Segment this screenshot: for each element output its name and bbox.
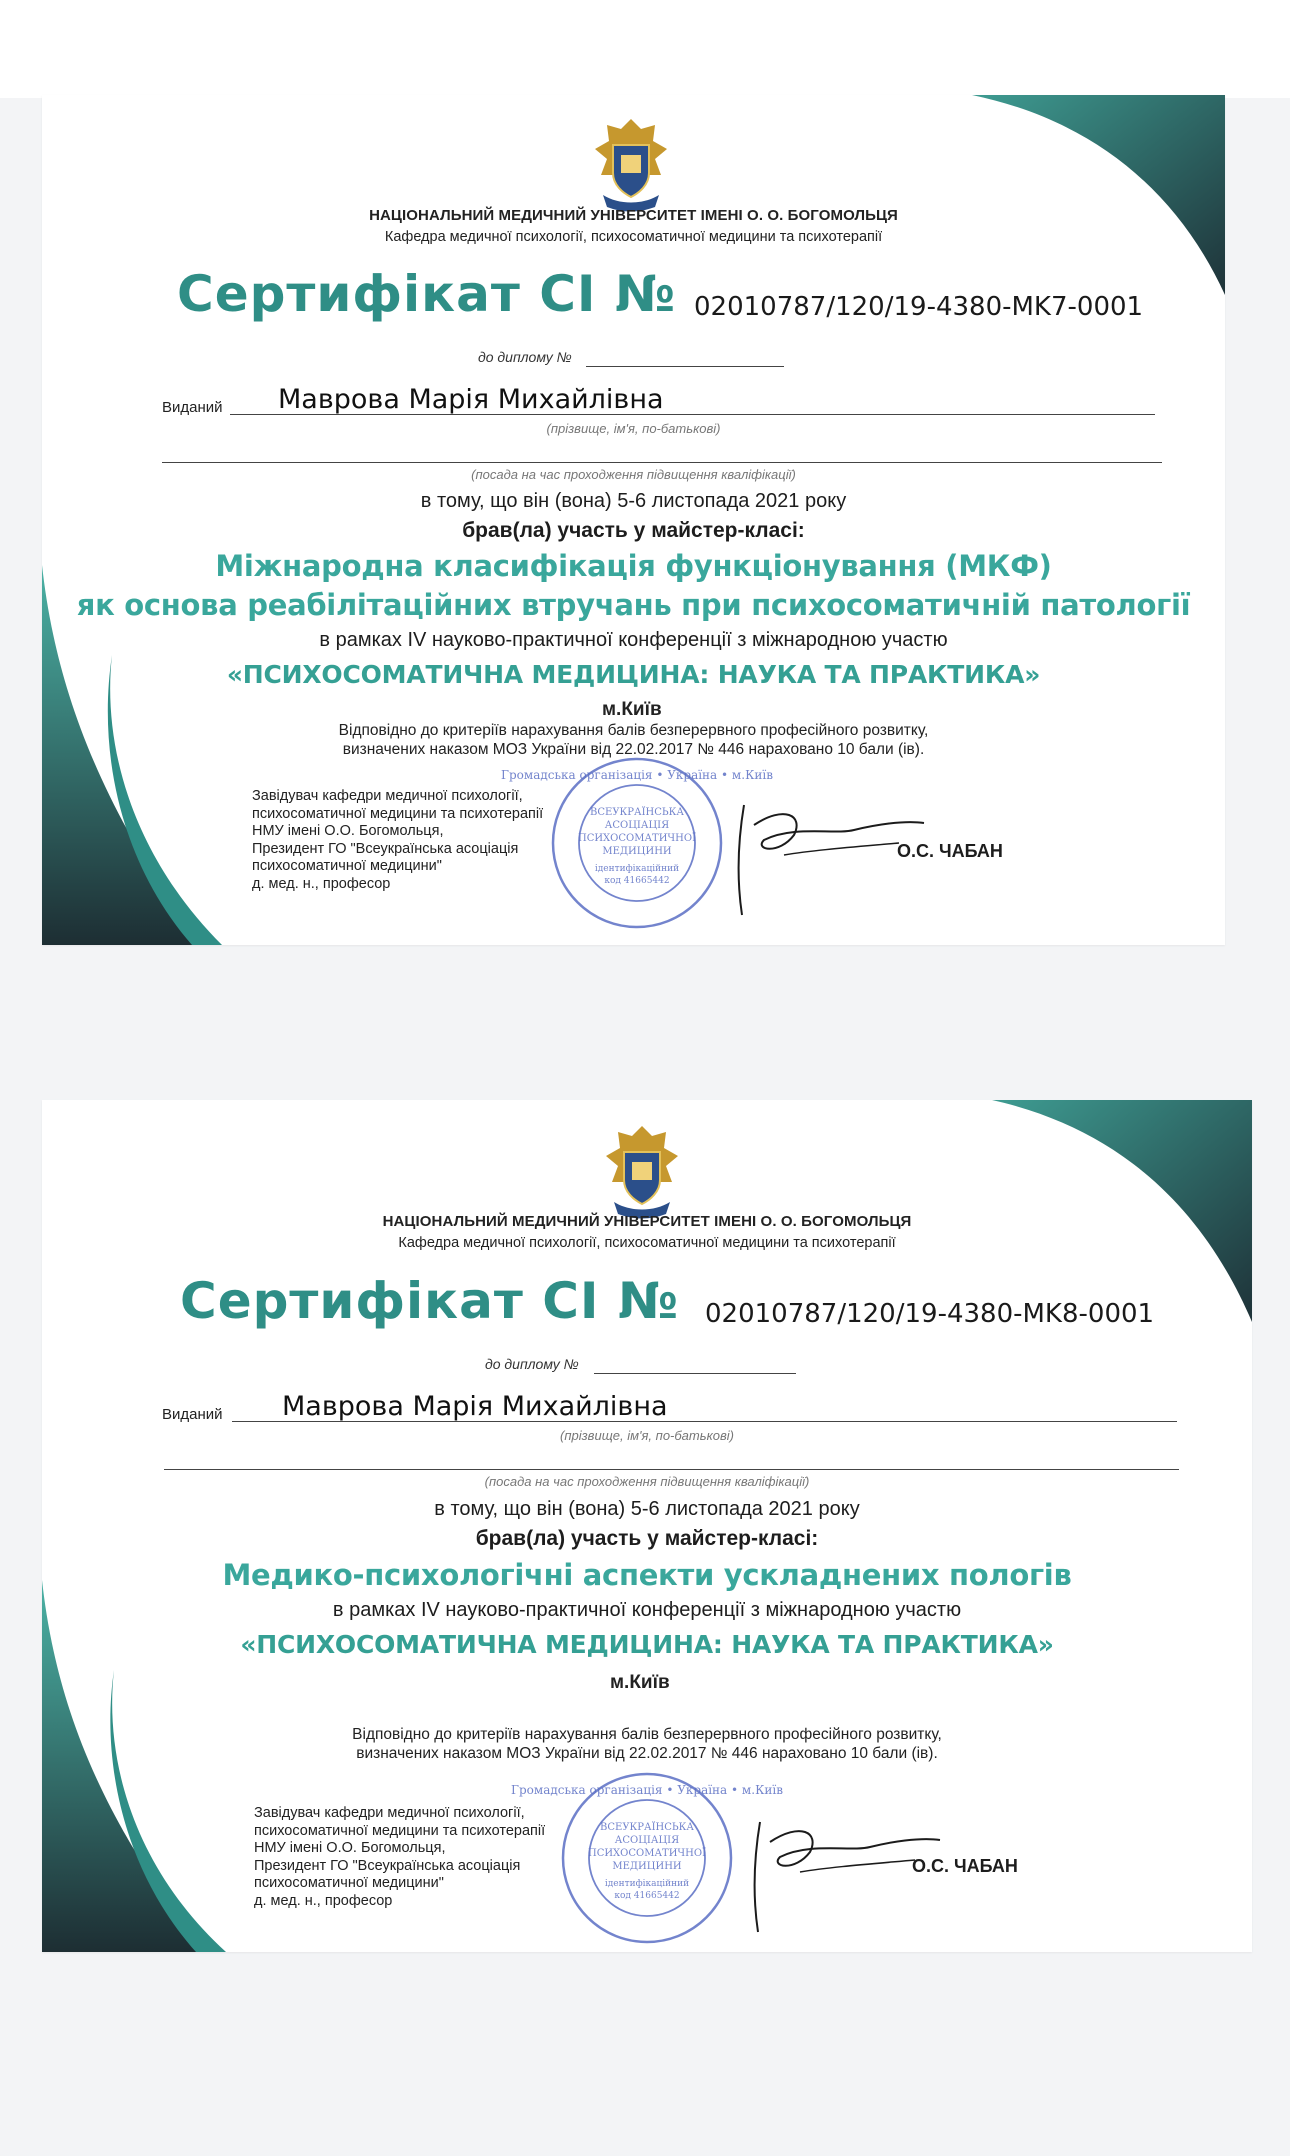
signer-line: психосоматичної медицини та психотерапії — [254, 1822, 546, 1839]
stamp-outer-text: Громадська організація • Україна • м.Київ — [501, 768, 773, 782]
position-hint: (посада на час проходження підвищення кваліфікації) — [471, 467, 796, 482]
certificate-1 — [42, 95, 1225, 945]
signer-line: Завідувач кафедри медичної психології, — [252, 788, 523, 804]
signer-line: Президент ГО "Всеукраїнська асоціація — [252, 840, 519, 857]
signer-name: О.С. ЧАБАН — [897, 841, 1003, 861]
conference-intro: в рамках IV науково-практичної конференції з міжнародною участю — [332, 1599, 962, 1621]
masterclass-topic-line-2: як основа реабілітаційних втручань при психосоматичній патології — [76, 588, 1191, 622]
recipient-name: Маврова Марія Михайлівна — [278, 384, 664, 415]
city: м.Київ — [610, 1672, 670, 1693]
statement: в тому, що він (вона) 5-6 листопада 2021 року — [434, 1498, 860, 1520]
stamp-line: ідентифікаційний — [604, 1879, 690, 1889]
participation-label: брав(ла) участь у майстер-класі: — [475, 1527, 819, 1550]
stamp-line: код 41665442 — [604, 876, 670, 886]
certificate-2 — [42, 1100, 1252, 1952]
masterclass-topic-line-1: Міжнародна класифікація функціонування (МКФ) — [215, 549, 1052, 583]
stamp-line: ВСЕУКРАЇНСЬКА — [600, 1822, 694, 1833]
conference-name: «ПСИХОСОМАТИЧНА МЕДИЦИНА: НАУКА ТА ПРАКТИКА» — [226, 660, 1041, 689]
stamp-line: ПСИХОСОМАТИЧНОЇ — [577, 833, 697, 844]
organization-stamp — [501, 753, 773, 933]
signer-line: психосоматичної медицини" — [252, 858, 442, 874]
criteria-line-2: визначених наказом МОЗ України від 22.02.2017 № 446 нараховано 10 бали (ів). — [356, 1745, 938, 1762]
name-hint: (прізвище, ім'я, по-батькові) — [546, 421, 721, 436]
position-line — [164, 1469, 1179, 1470]
certificate-number: 02010787/120/19-4380-MK8-0001 — [705, 1299, 1155, 1329]
position-hint: (посада на час проходження підвищення кваліфікації) — [484, 1474, 810, 1489]
certificate-number: 02010787/120/19-4380-MK7-0001 — [694, 292, 1144, 322]
conference-intro: в рамках IV науково-практичної конференції з міжнародною участю — [319, 629, 948, 651]
issued-label: Виданий — [162, 1406, 223, 1423]
stamp-line: МЕДИЦИНИ — [602, 846, 672, 857]
signer-line: Президент ГО "Всеукраїнська асоціація — [254, 1857, 521, 1874]
signer-line: НМУ імені О.О. Богомольця, — [254, 1840, 446, 1856]
signer-name: О.С. ЧАБАН — [912, 1856, 1018, 1876]
stamp-line: АСОЦІАЦІЯ — [604, 820, 670, 831]
criteria-line-2: визначених наказом МОЗ України від 22.02.2017 № 446 нараховано 10 бали (ів). — [342, 741, 925, 758]
conference-name: «ПСИХОСОМАТИЧНА МЕДИЦИНА: НАУКА ТА ПРАКТИКА» — [240, 1630, 1054, 1659]
organization-stamp — [511, 1768, 783, 1948]
criteria-line-1: Відповідно до критеріїв нарахування балів безперервного професійного розвитку, — [338, 722, 929, 739]
certificate-title: Сертифікат CI № — [177, 265, 677, 323]
criteria-line-1: Відповідно до критеріїв нарахування балів безперервного професійного розвитку, — [352, 1726, 942, 1743]
diploma-line — [594, 1373, 796, 1374]
stamp-line: код 41665442 — [614, 1891, 680, 1901]
signature — [724, 795, 944, 935]
statement: в тому, що він (вона) 5-6 листопада 2021 року — [420, 490, 847, 512]
diploma-label: до диплому № — [485, 1356, 579, 1372]
signer-line: психосоматичної медицини та психотерапії — [252, 805, 544, 822]
position-line — [162, 462, 1162, 463]
name-hint: (прізвище, ім'я, по-батькові) — [560, 1428, 734, 1443]
certificate-title: Сертифікат CI № — [180, 1272, 680, 1330]
signer-title — [252, 788, 543, 893]
signature — [740, 1812, 960, 1952]
university-name: НАЦІОНАЛЬНИЙ МЕДИЧНИЙ УНІВЕРСИТЕТ ІМЕНІ О. О. БОГОМОЛЬЦЯ — [382, 1213, 912, 1230]
stamp-line: ВСЕУКРАЇНСЬКА — [590, 807, 684, 818]
stamp-line: МЕДИЦИНИ — [612, 1861, 682, 1872]
issued-label: Виданий — [162, 399, 223, 416]
signer-line: д. мед. н., професор — [254, 1892, 393, 1909]
department-name: Кафедра медичної психології, психосоматичної медицини та психотерапії — [398, 1235, 896, 1251]
city: м.Київ — [602, 699, 662, 720]
masterclass-topic: Медико-психологічні аспекти ускладнених пологів — [222, 1558, 1072, 1592]
diploma-label: до диплому № — [478, 349, 572, 365]
signer-line: Завідувач кафедри медичної психології, — [254, 1805, 525, 1821]
university-emblem — [589, 115, 673, 215]
department-name: Кафедра медичної психології, психосоматичної медицини та психотерапії — [384, 229, 883, 245]
university-name: НАЦІОНАЛЬНИЙ МЕДИЧНИЙ УНІВЕРСИТЕТ ІМЕНІ О. О. БОГОМОЛЬЦЯ — [369, 207, 898, 224]
diploma-line — [586, 366, 784, 367]
signer-line: д. мед. н., професор — [252, 875, 391, 892]
signer-line: НМУ імені О.О. Богомольця, — [252, 823, 444, 839]
stamp-line: ПСИХОСОМАТИЧНОЇ — [587, 1848, 707, 1859]
signer-line: психосоматичної медицини" — [254, 1875, 444, 1891]
stamp-line: АСОЦІАЦІЯ — [614, 1835, 680, 1846]
signer-title — [254, 1805, 545, 1910]
recipient-name: Маврова Марія Михайлівна — [282, 1391, 668, 1422]
participation-label: брав(ла) участь у майстер-класі: — [462, 519, 805, 542]
university-emblem — [600, 1122, 684, 1222]
stamp-outer-text: Громадська організація • Україна • м.Київ — [511, 1783, 783, 1797]
stamp-line: ідентифікаційний — [594, 864, 680, 874]
